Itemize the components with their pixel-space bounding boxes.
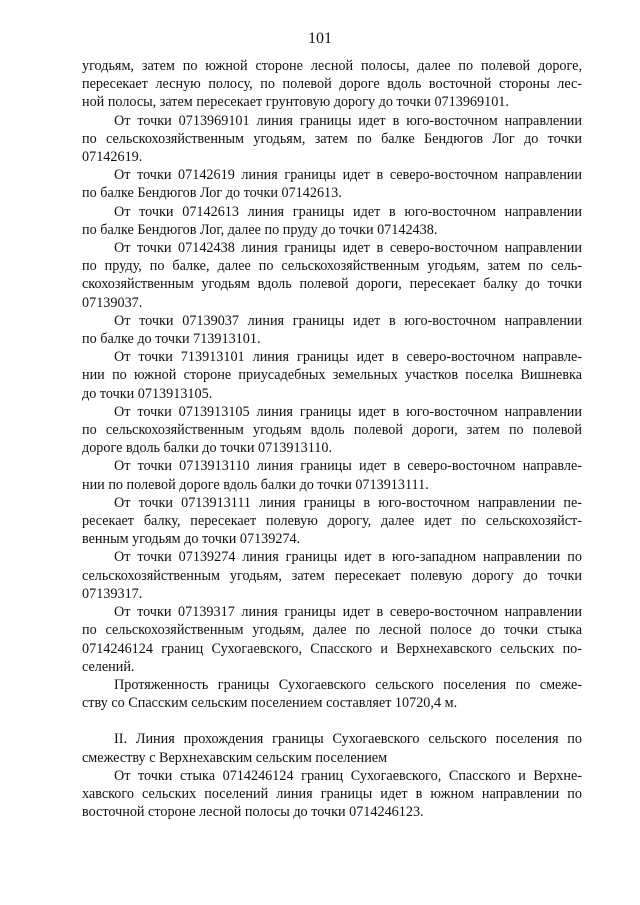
text-line: сельскохозяйственным угодьям, затем пересекает полевую дорогу до точки [82,567,582,584]
text-line: по сельскохозяйственным угодьям вдоль полевой дороги, затем по полевой [82,422,582,439]
text-line: От точки 0713913110 линия границы идет в северо-восточном направле- [114,458,582,475]
text-line: хавского сельских поселений линия границы идет в южном направлении по [82,785,582,802]
text-line: От точки 07142619 линия границы идет в северо-восточном направлении [114,167,582,184]
text-line: От точки 07142613 линия границы идет в юго-восточном направлении [114,203,582,220]
text-line: по сельскохозяйственным угодьям, далее по лесной полосе до точки стыка [82,622,582,639]
text-line: венным угодьям до точки 07139274. [82,531,301,548]
paragraph [82,494,582,549]
paragraph [82,676,582,712]
paragraph [82,348,582,403]
text-line: 0714246124 границ Сухогаевского, Спасского и Верхнехавского сельских по- [82,640,582,657]
paragraph [82,457,582,493]
text-line: ресекает балку, пересекает полевую дорогу, далее идет по сельскохозяйст- [82,513,582,530]
text-line: скохозяйственным угодьям вдоль полевой дороги, пересекает балку до точки [82,276,582,293]
text-line: От точки 07139274 линия границы идет в юго-западном направлении по [114,549,582,566]
paragraph [82,112,582,167]
text-line: От точки 07139317 линия границы идет в северо-восточном направлении [114,604,582,621]
text-line: ной полосы, затем пересекает грунтовую дорогу до точки 0713969101. [82,94,509,111]
text-line: до точки 0713913105. [82,385,213,402]
paragraph [82,57,582,112]
text-line: От точки стыка 0714246124 границ Сухогаевского, Спасского и Верхне- [114,767,582,784]
paragraph [82,548,582,603]
text-line: От точки 0713969101 линия границы идет в юго-восточном направлении [114,112,582,129]
text-line: нии по южной стороне приусадебных земельных участков поселка Вишневка [82,367,582,384]
text-line: по балке Бендюгов Лог до точки 07142613. [82,185,342,202]
text-line: пересекает лесную полосу, по полевой дороге вдоль восточной стороны лес- [82,76,582,93]
text-line: по балке до точки 713913101. [82,331,261,348]
text-line: по балке Бендюгов Лог, далее по пруду до точки 07142438. [82,221,438,238]
paragraph [82,403,582,458]
section-heading [82,730,582,766]
page-number: 101 [308,30,332,47]
text-line: дороге вдоль балки до точки 0713913110. [82,440,333,457]
text-line: нии по полевой дороге вдоль балки до точки 0713913111. [82,476,429,493]
text-line: От точки 0713913111 линия границы в юго-восточном направлении пе- [114,494,582,511]
text-line: угодьям, затем по южной стороне лесной полосы, далее по полевой дороге, [82,58,582,74]
paragraph [82,767,582,822]
text-line: селений. [82,658,135,675]
text-line: Протяженность границы Сухогаевского сельского поселения по смеже- [114,676,582,693]
paragraph [82,239,582,312]
paragraph [82,166,582,202]
text-line: От точки 713913101 линия границы идет в северо-восточном направле- [114,349,582,366]
text-line: 07142619. [82,149,143,166]
text-line: ству со Спасским сельским поселением составляет 10720,4 м. [82,695,458,712]
text-line: 07139037. [82,294,143,311]
paragraph [82,312,582,348]
heading-line: смежеству с Верхнехавским сельским поселением [82,749,388,766]
text-line: по сельскохозяйственным угодьям, затем по балке Бендюгов Лог до точки [82,130,582,147]
document-body [82,57,582,821]
text-line: 07139317. [82,585,143,602]
text-line: восточной стороне лесной полосы до точки 0714246123. [82,804,424,821]
text-line: От точки 0713913105 линия границы идет в юго-восточном направлении [114,403,582,420]
section-spacer [82,712,582,730]
text-line: От точки 07139037 линия границы идет в юго-восточном направлении [114,312,582,329]
paragraph [82,603,582,676]
text-line: по пруду, по балке, далее по сельскохозяйственным угодьям, затем по сель- [82,258,582,275]
text-line: От точки 07142438 линия границы идет в северо-восточном направлении [114,240,582,257]
heading-line: II. Линия прохождения границы Сухогаевского сельского поселения по [114,731,582,748]
paragraph [82,203,582,239]
